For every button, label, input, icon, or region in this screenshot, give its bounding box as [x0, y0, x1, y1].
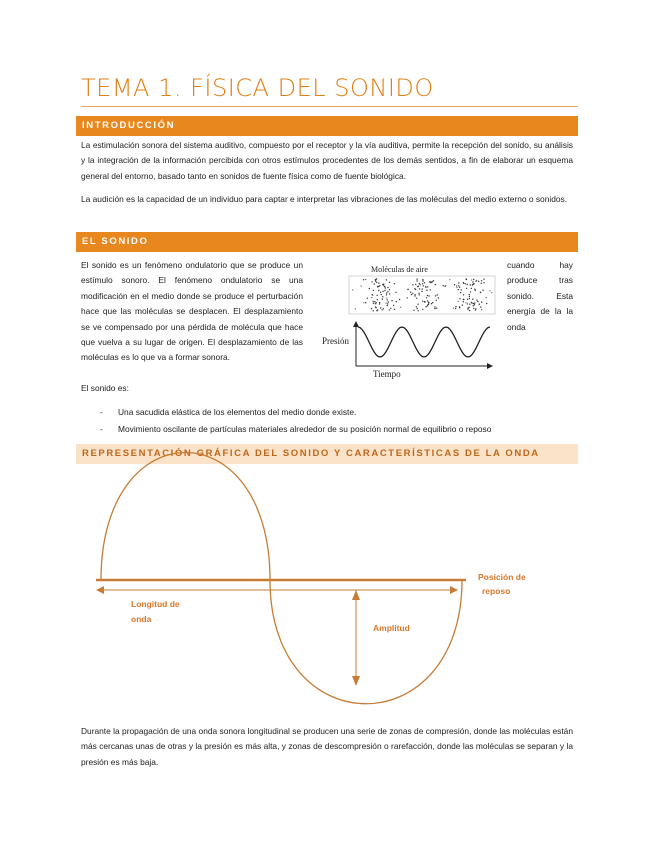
- list-item: - Movimiento oscilante de partículas materiales alrededor de su posición normal de equilibrio o reposo: [96, 421, 491, 438]
- rest-position-label-1: Posición de: [478, 572, 526, 582]
- section-heading-sound: EL SONIDO: [76, 232, 578, 252]
- time-label: Tiempo: [373, 369, 401, 379]
- list-item: - Una sacudida elástica de los elementos del medio donde existe.: [96, 404, 491, 421]
- wavelength-arrow-left: [96, 586, 104, 594]
- wavelength-arrow-right: [450, 586, 458, 594]
- pressure-label: Presión: [322, 336, 349, 346]
- wavelength-label-2: onda: [131, 614, 152, 624]
- sound-is-label: El sonido es:: [81, 383, 129, 393]
- wavelength-label-1: Longitud de: [131, 599, 180, 609]
- intro-paragraph-2: La audición es la capacidad de un individuo para captar e interpretar las vibraciones de las moléculas del medio externo o sonidos.: [81, 194, 568, 204]
- molecules-label: Moléculas de aire: [371, 265, 428, 274]
- intro-paragraph-1: La estimulación sonora del sistema auditivo, compuesto por el receptor y la vía auditiva, permite la recepción del sonido, su análisis y la integración de la información percibida con otros estímulos procedentes de los demás sentidos, a fin de elaborar un esquema general del entorno, basado tanto en sonidos de fuente física como de fuente biológica.: [81, 140, 573, 181]
- amplitude-label: Amplitud: [373, 623, 410, 633]
- section-heading-intro: INTRODUCCIÓN: [76, 116, 578, 136]
- section-heading-graph: REPRESENTACIÓN GRÁFICA DEL SONIDO Y CARACTERÍSTICAS DE LA ONDA: [76, 444, 578, 464]
- page-title: TEMA 1. FÍSICA DEL SONIDO: [81, 74, 434, 102]
- rest-position-label-2: reposo: [482, 586, 511, 596]
- sine-wave: [101, 453, 462, 704]
- amplitude-arrow-top: [352, 590, 360, 600]
- compression-paragraph: Durante la propagación de una onda sonora longitudinal se producen una serie de zonas de compresión, donde las moléculas están más cercanas unas de otras y la presión es más alta, y zonas de descompresión o rarefacción, donde las moléculas se separan y la presión es más baja.: [81, 726, 573, 767]
- sound-text-right: cuando hay produce tras sonido. Esta energía de la la onda: [507, 260, 573, 332]
- sound-text-left: El sonido es un fenómeno ondulatorio que se produce un estímulo sonoro. El fenómeno ondulatorio se una modificación en el medio donde se produce el perturbación hace que las moléculas se desplacen. El desplazamiento se ve compensado por una pérdida de molécula que hace que vuelva a su lugar de origen. El desplazamiento de las moléculas es lo que va a formar sonora.: [81, 260, 303, 363]
- amplitude-arrow-bottom: [352, 676, 360, 686]
